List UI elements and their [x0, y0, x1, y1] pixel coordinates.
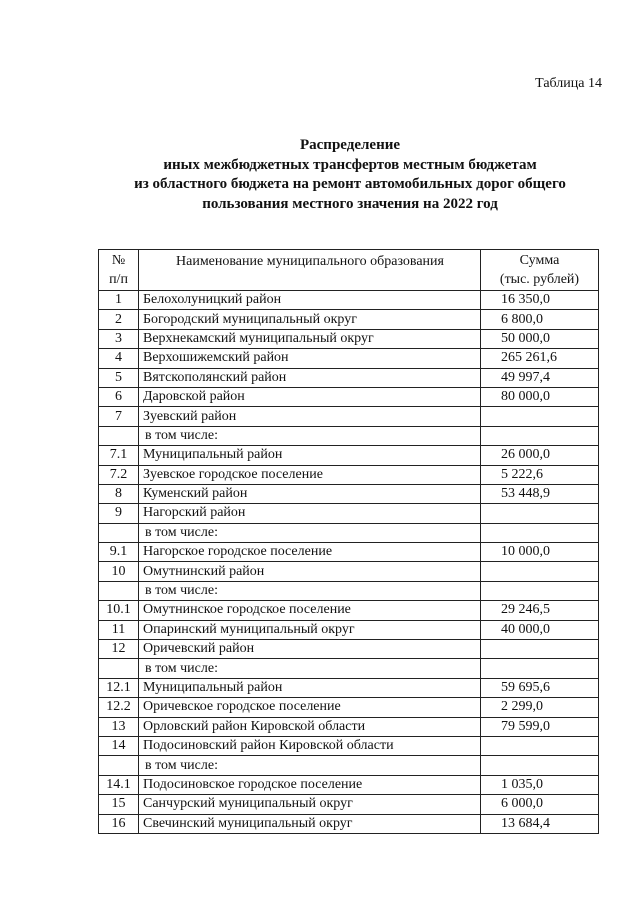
municipality-name-cell: Богородский муниципальный округ [139, 310, 481, 329]
amount-cell: 265 261,6 [481, 349, 599, 368]
row-number-cell [99, 426, 139, 445]
table-row [99, 484, 599, 503]
amount-cell: 6 800,0 [481, 310, 599, 329]
municipality-name-cell: Белохолуницкий район [139, 291, 481, 310]
row-number-cell [99, 659, 139, 678]
table-row [99, 426, 599, 445]
amount-cell: 59 695,6 [481, 678, 599, 697]
municipality-name-cell: в том числе: [139, 659, 481, 678]
budget-distribution-table [98, 249, 599, 834]
column-header-sum-line1: Сумма [519, 253, 560, 268]
table-row [99, 620, 599, 639]
municipality-name-cell: Зуевский район [139, 407, 481, 426]
table-row [99, 775, 599, 794]
municipality-name-cell: в том числе: [139, 581, 481, 600]
municipality-name-cell: Даровской район [139, 387, 481, 406]
table-row [99, 349, 599, 368]
table-row [99, 698, 599, 717]
amount-cell: 2 299,0 [481, 698, 599, 717]
row-number-cell: 8 [99, 484, 139, 503]
table-row [99, 329, 599, 348]
municipality-name-cell: Санчурский муниципальный округ [139, 795, 481, 814]
municipality-name-cell: Верхнекамский муниципальный округ [139, 329, 481, 348]
table-row [99, 717, 599, 736]
table-row [99, 543, 599, 562]
row-number-cell [99, 581, 139, 600]
municipality-name-cell: Куменский район [139, 484, 481, 503]
amount-cell [481, 426, 599, 445]
row-number-cell: 9 [99, 504, 139, 523]
row-number-cell: 2 [99, 310, 139, 329]
title-line: иных межбюджетных трансфертов местным бюджетам [163, 156, 537, 173]
table-row [99, 310, 599, 329]
amount-cell: 50 000,0 [481, 329, 599, 348]
row-number-cell [99, 523, 139, 542]
table-row [99, 368, 599, 387]
table-row [99, 736, 599, 755]
row-number-cell: 9.1 [99, 543, 139, 562]
row-number-cell: 3 [99, 329, 139, 348]
municipality-name-cell: Подосиновский район Кировской области [139, 736, 481, 755]
amount-cell: 6 000,0 [481, 795, 599, 814]
title-line: из областного бюджета на ремонт автомобильных дорог общего [134, 176, 566, 192]
row-number-cell: 7.2 [99, 465, 139, 484]
amount-cell [481, 562, 599, 581]
table-row [99, 795, 599, 814]
table-row [99, 465, 599, 484]
column-header-number-line1: № [111, 253, 126, 268]
row-number-cell: 11 [99, 620, 139, 639]
table-header-row [99, 250, 599, 291]
amount-cell [481, 640, 599, 659]
table-row [99, 814, 599, 833]
table-row [99, 562, 599, 581]
amount-cell: 10 000,0 [481, 543, 599, 562]
row-number-cell: 12 [99, 640, 139, 659]
table-row [99, 678, 599, 697]
row-number-cell: 15 [99, 795, 139, 814]
table-row [99, 291, 599, 310]
municipality-name-cell: Вятскополянский район [139, 368, 481, 387]
amount-cell: 1 035,0 [481, 775, 599, 794]
amount-cell: 53 448,9 [481, 484, 599, 503]
municipality-name-cell: в том числе: [139, 523, 481, 542]
amount-cell: 40 000,0 [481, 620, 599, 639]
table-row [99, 523, 599, 542]
amount-cell [481, 659, 599, 678]
amount-cell [481, 756, 599, 775]
municipality-name-cell: в том числе: [139, 426, 481, 445]
table-row [99, 640, 599, 659]
column-header-name: Наименование муниципального образования [139, 250, 481, 291]
table-row [99, 407, 599, 426]
municipality-name-cell: Опаринский муниципальный округ [139, 620, 481, 639]
table-row [99, 756, 599, 775]
municipality-name-cell: Верхошижемский район [139, 349, 481, 368]
amount-cell: 79 599,0 [481, 717, 599, 736]
amount-cell: 26 000,0 [481, 446, 599, 465]
municipality-name-cell: Омутнинское городское поселение [139, 601, 481, 620]
title-line: Распределение [299, 137, 401, 153]
amount-cell [481, 523, 599, 542]
table-number-label: Таблица 14 [535, 76, 602, 91]
row-number-cell: 10 [99, 562, 139, 581]
table-row [99, 581, 599, 600]
amount-cell: 49 997,4 [481, 368, 599, 387]
row-number-cell: 4 [99, 349, 139, 368]
row-number-cell: 12.2 [99, 698, 139, 717]
column-header-number-line2: п/п [109, 272, 128, 287]
document-title [0, 136, 640, 214]
table-body [99, 291, 599, 834]
row-number-cell: 1 [99, 291, 139, 310]
row-number-cell: 12.1 [99, 678, 139, 697]
table-row [99, 601, 599, 620]
row-number-cell: 13 [99, 717, 139, 736]
row-number-cell: 16 [99, 814, 139, 833]
row-number-cell: 10.1 [99, 601, 139, 620]
municipality-name-cell: Нагорское городское поселение [139, 543, 481, 562]
municipality-name-cell: Орловский район Кировской области [139, 717, 481, 736]
amount-cell [481, 736, 599, 755]
municipality-name-cell: Муниципальный район [139, 446, 481, 465]
amount-cell [481, 407, 599, 426]
amount-cell [481, 581, 599, 600]
row-number-cell [99, 756, 139, 775]
amount-cell: 29 246,5 [481, 601, 599, 620]
municipality-name-cell: Свечинский муниципальный округ [139, 814, 481, 833]
title-line: пользования местного значения на 2022 год [202, 195, 498, 212]
row-number-cell: 7.1 [99, 446, 139, 465]
column-header-number [99, 250, 139, 291]
municipality-name-cell: Оричевский район [139, 640, 481, 659]
row-number-cell: 7 [99, 407, 139, 426]
municipality-name-cell: Подосиновское городское поселение [139, 775, 481, 794]
table-row [99, 446, 599, 465]
municipality-name-cell: Зуевское городское поселение [139, 465, 481, 484]
amount-cell: 80 000,0 [481, 387, 599, 406]
row-number-cell: 6 [99, 387, 139, 406]
table-row [99, 504, 599, 523]
column-header-sum [481, 250, 599, 291]
table-row [99, 659, 599, 678]
municipality-name-cell: Оричевское городское поселение [139, 698, 481, 717]
municipality-name-cell: в том числе: [139, 756, 481, 775]
row-number-cell: 14.1 [99, 775, 139, 794]
row-number-cell: 5 [99, 368, 139, 387]
amount-cell: 5 222,6 [481, 465, 599, 484]
amount-cell [481, 504, 599, 523]
municipality-name-cell: Муниципальный район [139, 678, 481, 697]
table-row [99, 387, 599, 406]
amount-cell: 16 350,0 [481, 291, 599, 310]
row-number-cell: 14 [99, 736, 139, 755]
municipality-name-cell: Нагорский район [139, 504, 481, 523]
column-header-sum-line2: (тыс. рублей) [499, 272, 580, 287]
amount-cell: 13 684,4 [481, 814, 599, 833]
municipality-name-cell: Омутнинский район [139, 562, 481, 581]
